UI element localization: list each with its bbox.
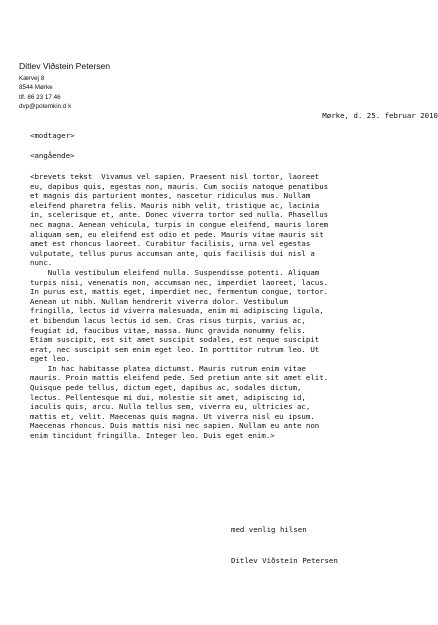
body-line: In hac habitasse platea dictumst. Mauris rutrum enim vitae [30,363,306,373]
body-line: in, scelerisque et, ante. Donec viverra tortor sed nulla. Phasellus [30,210,329,220]
body-line: eget leo. [30,354,71,364]
body-line: feugiat id, faucibus vitae, massa. Nunc gravida nonummy felis. [30,325,306,335]
body-line: In purus est, mattis eget, imperdiet nec, fermentum congue, tortor. [30,287,329,297]
sender-address-city: 8544 Mørke [19,84,53,92]
body-line: <brevets tekst Vivamus vel sapien. Praesent nisl tortor, laoreet [30,172,320,181]
body-line: amet est rhoncus laoreet. Curabitur facilisis, urna vel egestas [30,239,311,249]
body-line: eu, dapibus quis, egestas non, mauris. Cum sociis natoque penatibus [30,181,329,191]
body-line: iaculis quis, arcu. Nulla tellus sem, viverra eu, ultricies ac, [30,402,311,412]
letter-body [30,172,425,441]
sender-email: dvp@potemkin.d k [19,103,72,111]
closing-phrase: med venlig hilsen [231,525,307,534]
body-line: enim tincidunt fringilla. Integer leo. Duis eget enim.> [30,431,275,441]
letter-date: Mørke, d. 25. februar 2010 [322,111,438,120]
sender-address-street: Kærvej 8 [19,75,45,82]
signature-name: Ditlev Viðstein Petersen [231,556,338,565]
body-line: lectus. Pellentesque mi dui, molestie sit amet, adipiscing id, [30,392,306,402]
recipient-placeholder: <modtager> [30,131,75,140]
body-line: et bibendum lacus lectus id sem. Cras risus turpis, varius ac, [30,315,306,325]
sender-name: Ditlev Viðstein Petersen [19,61,111,71]
body-line: Maecenas rhoncus. Duis mattis nisi nec sapien. Nullam eu ante non [30,421,320,431]
body-line: fringilla, lectus id viverra malesuada, enim mi adipiscing ligula, [30,306,324,316]
body-line: Aenean ut nibh. Nullam hendrerit viverra dolor. Vestibulum [30,296,289,306]
body-line: eleifend pharetra felis. Mauris nibh velit, tristique ac, lacinia [30,200,320,210]
body-line: Nulla vestibulum eleifend nulla. Suspendisse potenti. Aliquam [30,267,320,277]
sender-phone: tlf. 86 23 17 46 [19,93,61,101]
body-line: et magnis dis parturient montes, nascetur ridiculus mus. Nullam [30,191,311,201]
body-line: Quisque pede tellus, dictum eget, dapibus ac, sodales dictum, [30,383,302,393]
sender-block [19,61,219,112]
body-line: mattis et, velit. Maecenas quis magna. Ut viverra nisl eu ipsum. [30,411,315,421]
body-line: erat, nec suscipit sem enim eget leo. In porttitor rutrum leo. Ut [30,344,320,354]
body-line: vulputate, tellus purus accumsan ante, quis facilisis dui nisl a [30,248,315,258]
body-line: turpis nisi, venenatis non, accumsan nec, imperdiet laoreet, lacus. [30,277,329,287]
body-line: Etiam suscipit, est sit amet suscipit sodales, est neque suscipit [30,335,320,345]
body-line: nec magna. Aenean vehicula, turpis in congue eleifend, mauris lorem [30,219,329,229]
body-line: aliquam sem, eu eleifend est odio et pede. Mauris vitae mauris sit [30,229,324,239]
body-line: mauris. Proin mattis eleifend pede. Sed pretium ante sit amet elit. [30,373,329,383]
subject-placeholder: <angående> [30,151,75,160]
body-line: nunc. [30,258,53,268]
